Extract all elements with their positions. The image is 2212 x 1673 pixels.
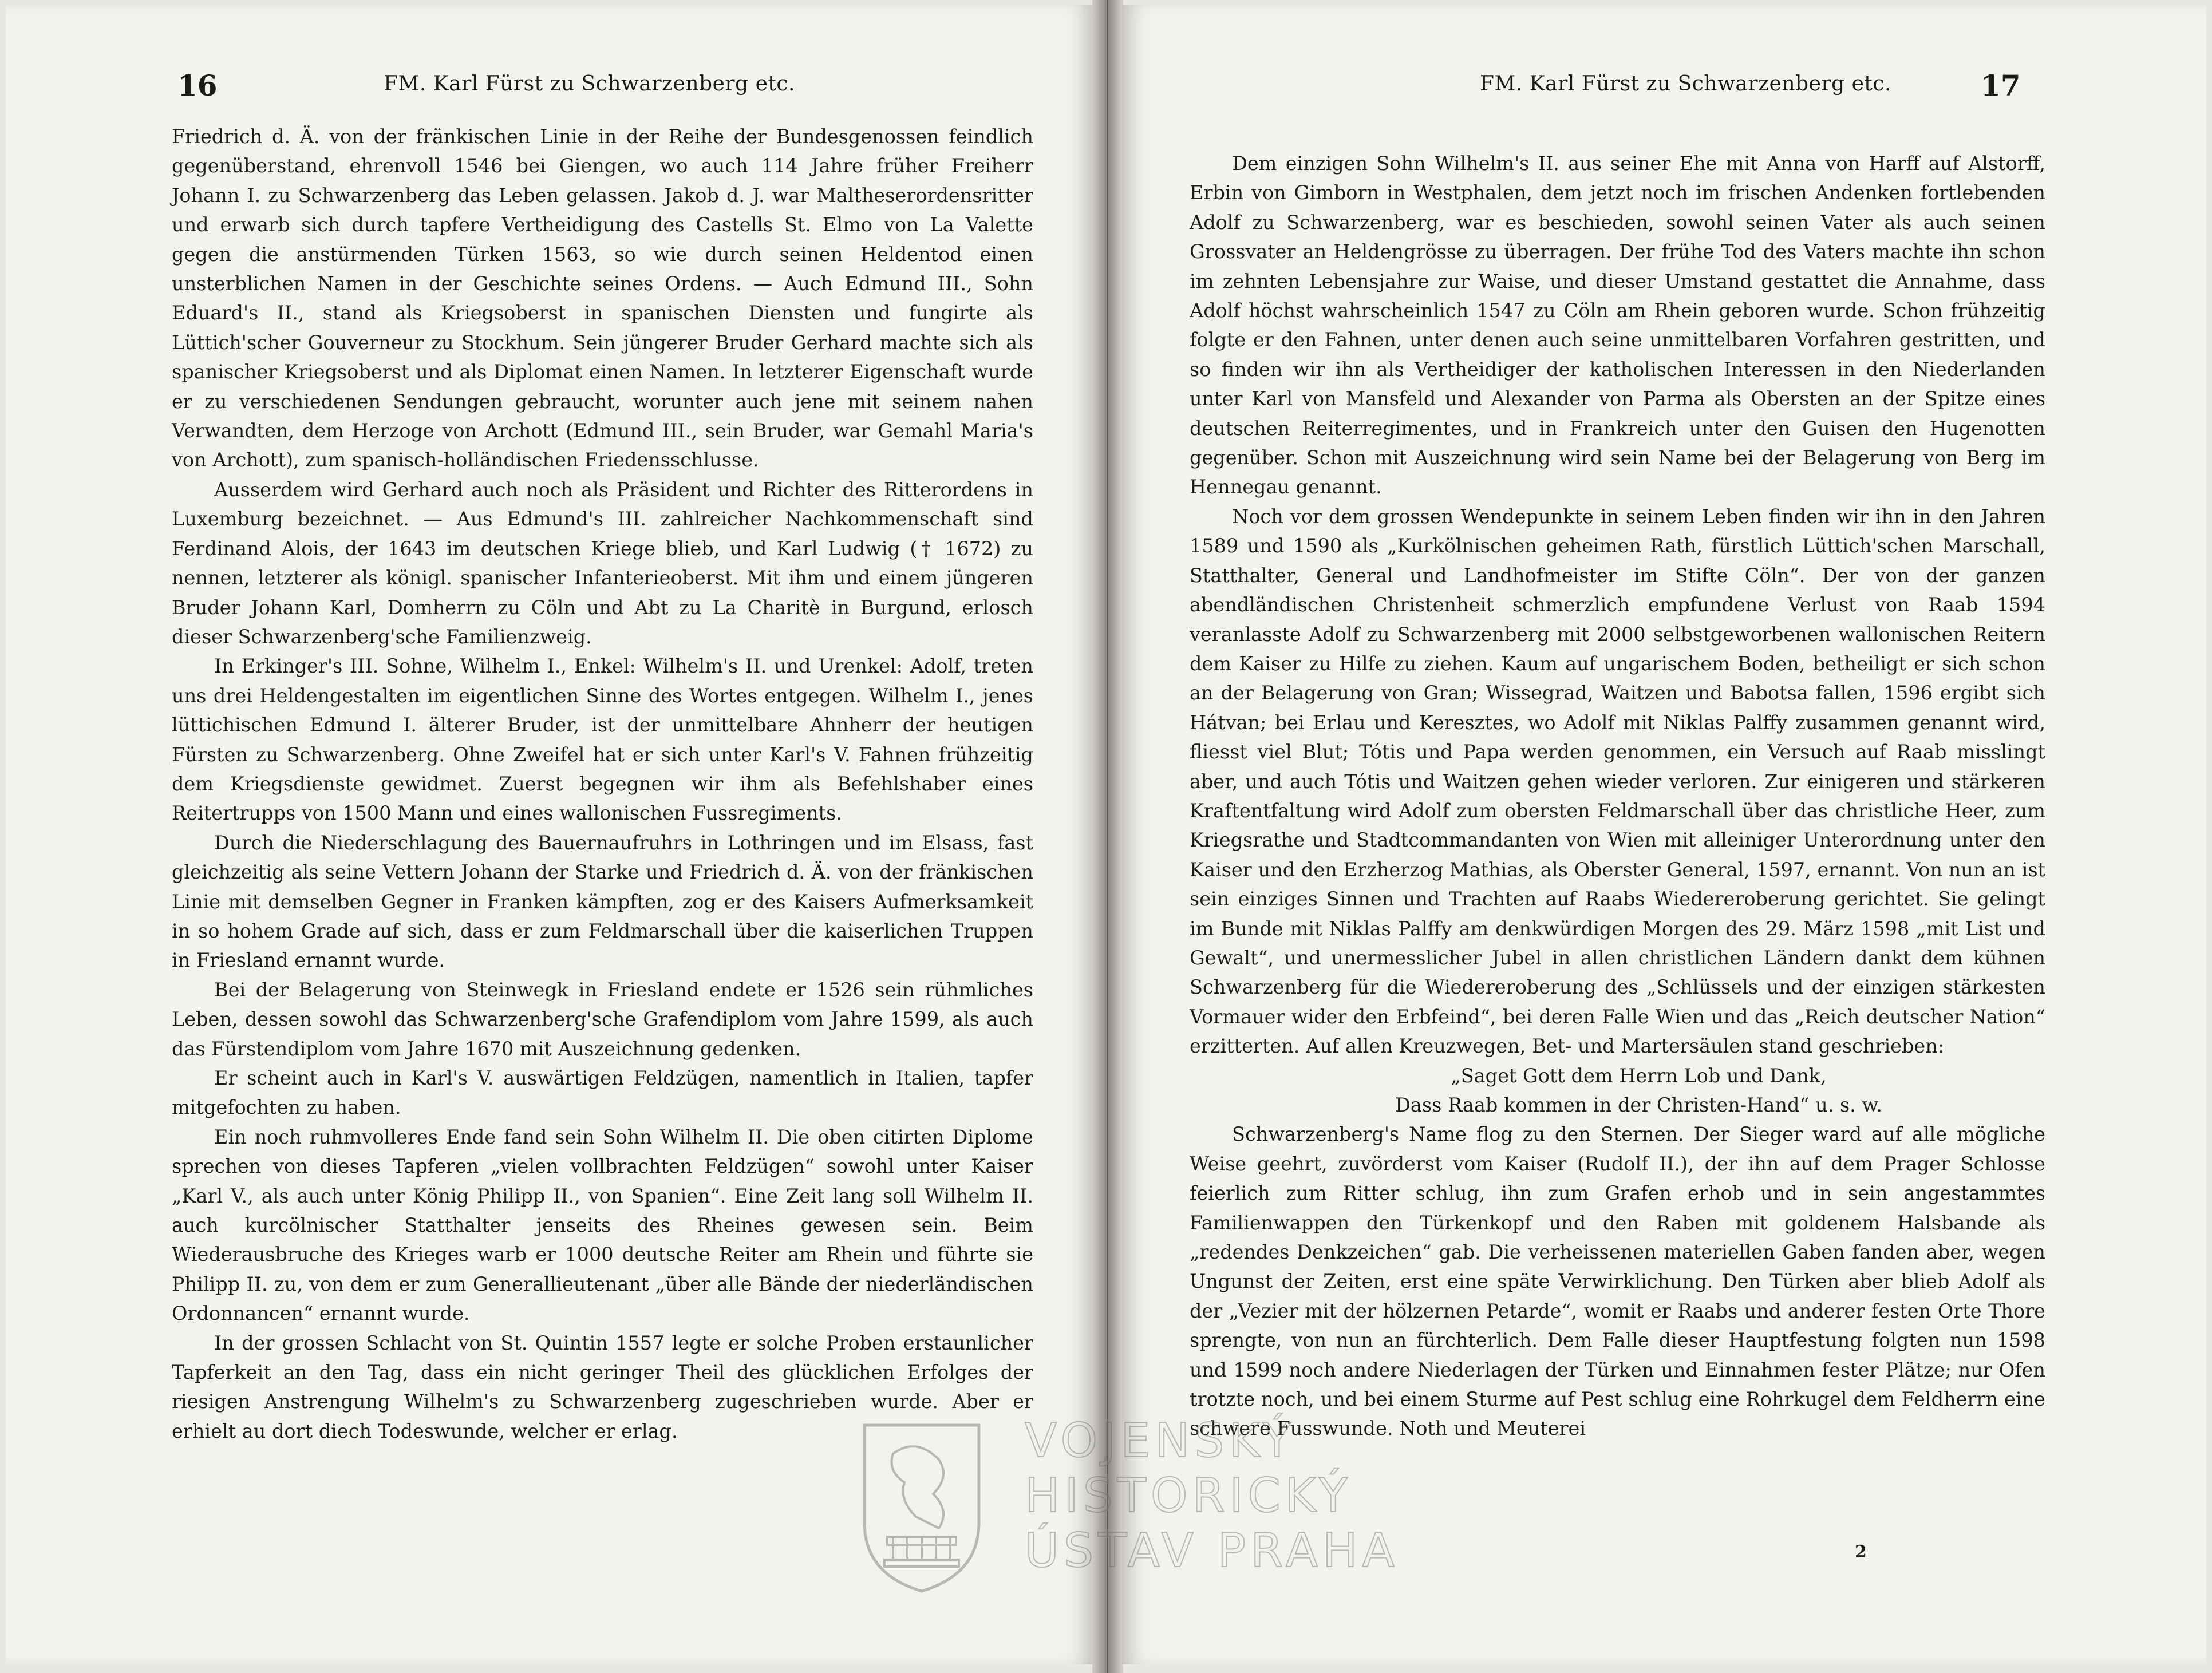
paragraph: In der grossen Schlacht von St. Quintin 1557 legte er solche Proben erstaunlicher Tapferkeit an den Tag, dass ein nicht geringer Theil des glücklichen Erfolges der riesigen Anstrengung Wilhelm's zu Schwarzenberg zugeschrieben wurde. Aber er erhielt au dort diech Todeswunde, welcher er erlag. xyxy=(172,1331,1033,1442)
right-page xyxy=(1122,5,2206,1664)
right-page-body xyxy=(1190,149,2045,1443)
paragraph: Dem einzigen Sohn Wilhelm's II. aus seiner Ehe mit Anna von Harff auf Alstorff, Erbin von Gimborn in Westphalen, dem jetzt noch im frischen Andenken fortlebenden Adolf zu Schwarzenberg, war es beschieden, sowohl seinen Vater als auch seinen Grossvater an Heldengrösse zu überragen. Der frühe Tod des Vaters machte ihn schon im zehnten Lebensjahre zur Waise, und dieser Umstand gestattet die Annahme, dass Adolf höchst wahrscheinlich 1547 zu Cöln am Rhein geboren wurde. Schon frühzeitig folgte er den Fahnen, unter denen auch seine unmittelbaren Vorfahren gestritten, und so finden wir ihn als Vertheidiger der katholischen Interessen in den Niederlanden unter Karl von Mansfeld und Alexander von Parma als Obersten an der Spitze eines deutschen Reiterregimentes, und in Frankreich unter den Guisen den Hugenotten gegenüber. Schon mit Auszeichnung wird sein Name bei der Belagerung von Berg im Hennegau genannt. xyxy=(1190,152,2045,499)
paragraph: Noch vor dem grossen Wendepunkte in seinem Leben finden wir ihn in den Jahren 1589 und 1590 als „Kurkölnischen geheimen Rath, fürstlich Lüttich'schen Marschall, Statthalter, General und Landhofmeister im Stifte Cöln“. Der von der ganzen abendländischen Christenheit schmerzlich empfundene Verlust von Raab 1594 veranlasste Adolf zu Schwarzenberg mit 2000 selbstgeworbenen wallonischen Reitern dem Kaiser zu Hilfe zu ziehen. Kaum auf ungarischem Boden, betheiligt er sich schon an der Belagerung von Gran; Wissegrad, Waitzen und Babotsa fallen, 1596 ergibt sich Hátvan; bei Erlau und Keresztes, wo Adolf mit Niklas Palffy zusammen genannt wird, fliesst viel Blut; Tótis und Papa werden genommen, ein Versuch auf Raab misslingt aber, und auch Tótis und Waitzen gehen wieder verloren. Zur einigeren und stärkeren Kraftentfaltung wird Adolf zum obersten Feldmarschall über das christliche Heer, zum Kriegsrathe und Stadtcommandanten von Wien mit alleiniger Unterordnung unter den Kaiser und den Erzherzog Mathias, als Oberster General, 1597, ernannt. Von nun an ist sein einziges Sinnen und Trachten auf Raabs Wiedereroberung gerichtet. Sie gelingt im Bunde mit Niklas Palffy am denkwürdigen Morgen des 29. März 1598 „mit List und Gewalt“, und unermesslicher Jubel in allen christlichen Ländern dankt dem kühnen Schwarzenberg für die Wiedereroberung des „Schlüssels und der einzigen stärkesten Vormauer wider den Erbfeind“, bei deren Falle Wien und das „Reich deutscher Nation“ erzitterten. Auf allen Kreuzwegen, Bet- und Martersäulen stand geschrieben: xyxy=(1190,505,2045,1058)
left-page-body xyxy=(172,122,1033,1446)
paragraph: Bei der Belagerung von Steinwegk in Friesland endete er 1526 sein rühmliches Leben, dessen sowohl das Schwarzenberg'sche Grafendiplom vom Jahre 1599, als auch das Fürstendiplom vom Jahre 1670 mit Auszeichnung gedenken. xyxy=(172,978,1033,1060)
paragraph: In Erkinger's III. Sohne, Wilhelm I., Enkel: Wilhelm's II. und Urenkel: Adolf, treten uns drei Heldengestalten im eigentlichen Sinne des Wortes entgegen. Wilhelm I., jenes lüttichischen Edmund I. älterer Bruder, ist der unmittelbare Ahnherr der heutigen Fürsten zu Schwarzenberg. Ohne Zweifel hat er sich unter Karl's V. Fahnen frühzeitig dem Kriegsdienste gewidmet. Zuerst begegnen wir ihm als Befehlshaber eines Reitertrupps von 1500 Mann und eines wallonischen Fussregiments. xyxy=(172,655,1033,825)
running-head-right: FM. Karl Fürst zu Schwarzenberg etc. xyxy=(1480,72,1891,96)
paragraph: Durch die Niederschlagung des Bauernaufruhrs in Lothringen und im Elsass, fast gleichzeitig als seine Vettern Johann der Starke und Friedrich d. Ä. von der fränkischen Linie mit demselben Gegner in Franken kämpften, zog er des Kaisers Aufmerksamkeit in so hohem Grade auf sich, dass er zum Feldmarschall über die kaiserlichen Truppen in Friesland ernannt wurde. xyxy=(172,831,1033,972)
page-number-right: 17 xyxy=(1981,69,2021,102)
paragraph: Friedrich d. Ä. von der fränkischen Linie in der Reihe der Bundesgenossen feindlich gegenüberstand, ehrenvoll 1546 bei Giengen, wo auch 114 Jahre früher Freiherr Johann I. zu Schwarzenberg das Leben gelassen. Jakob d. J. war Maltheserordensritter und erwarb sich durch tapfere Vertheidigung des Castells St. Elmo von La Valette gegen die anstürmenden Türken 1563, so wie durch seinen Heldentod einen unsterblichen Namen in der Geschichte seines Ordens. — Auch Edmund III., Sohn Eduard's II., stand als Kriegsoberst in spanischen Diensten und fungirte als Lüttich'scher Gouverneur zu Stockhum. Sein jüngerer Bruder Gerhard machte sich als spanischer Kriegsoberst und als Diplomat einen Namen. In letzterer Eigenschaft wurde er zu verschiedenen Sendungen gebraucht, worunter auch jene mit seinem nahen Verwandten, dem Herzoge von Archott (Edmund III., sein Bruder, war Gemahl Maria's von Archott), zum spanisch-holländischen Friedensschlusse. xyxy=(172,125,1033,472)
paragraph: Ein noch ruhmvolleres Ende fand sein Sohn Wilhelm II. Die oben citirten Diplome sprechen von dieses Tapferen „vielen vollbrachten Feldzügen“ sowohl unter Kaiser „Karl V., als auch unter König Philipp II., von Spanien“. Eine Zeit lang soll Wilhelm II. auch kurcölnischer Statthalter jenseits des Rheines gewesen sein. Beim Wiederausbruche des Krieges warb er 1000 deutsche Reiter am Rhein und führte sie Philipp II. zu, von dem er zum Generallieutenant „über alle Bände der niederländischen Ordonnancen“ ernannt wurde. xyxy=(172,1125,1033,1325)
left-page xyxy=(6,5,1093,1664)
page-number-left: 16 xyxy=(177,69,218,102)
verse-line: Dass Raab kommen in der Christen-Hand“ u. s. w. xyxy=(1395,1094,1882,1116)
running-head-left: FM. Karl Fürst zu Schwarzenberg etc. xyxy=(384,72,795,96)
signature-mark: 2 xyxy=(1855,1542,1867,1562)
paragraph: Schwarzenberg's Name flog zu den Sternen. Der Sieger ward auf alle mögliche Weise geehrt, zuvörderst vom Kaiser (Rudolf II.), der ihn auf dem Prager Schlosse feierlich zum Ritter schlug, ihn zum Grafen erhob und in sein angestammtes Familienwappen den Türkenkopf und den Raben mit goldenem Halsbande als „redendes Denkzeichen“ gab. Die verheissenen materiellen Gaben fanden aber, wegen Ungunst der Zeiten, erst eine späte Verwirklichung. Den Türken aber blieb Adolf als der „Vezier mit der hölzernen Petarde“, womit er Raabs und anderer festen Orte Thore sprengte, von nun an fürchterlich. Dem Falle dieser Hauptfestung folgten nun 1598 und 1599 noch andere Niederlagen der Türken und Einnahmen fester Plätze; nur Ofen trotzte noch, und bei einem Sturme auf Pest schlug eine Rohrkugel dem Feldherrn eine schwere Fusswunde. Noth und Meuterei xyxy=(1190,1123,2045,1440)
paragraph: Ausserdem wird Gerhard auch noch als Präsident und Richter des Ritterordens in Luxemburg bezeichnet. — Aus Edmund's III. zahlreicher Nachkommenschaft sind Ferdinand Alois, der 1643 im deutschen Kriege blieb, und Karl Ludwig († 1672) zu nennen, letzterer als königl. spanischer Infanterieoberst. Mit ihm und einem jüngeren Bruder Johann Karl, Domherrn zu Cöln und Abt zu La Charitè in Burgund, erlosch dieser Schwarzenberg'sche Familienzweig. xyxy=(172,478,1033,648)
book-gutter xyxy=(1092,0,1123,1673)
paragraph: Er scheint auch in Karl's V. auswärtigen Feldzügen, namentlich in Italien, tapfer mitgefochten zu haben. xyxy=(172,1067,1033,1119)
verse-line: „Saget Gott dem Herrn Lob und Dank, xyxy=(1451,1064,1827,1087)
